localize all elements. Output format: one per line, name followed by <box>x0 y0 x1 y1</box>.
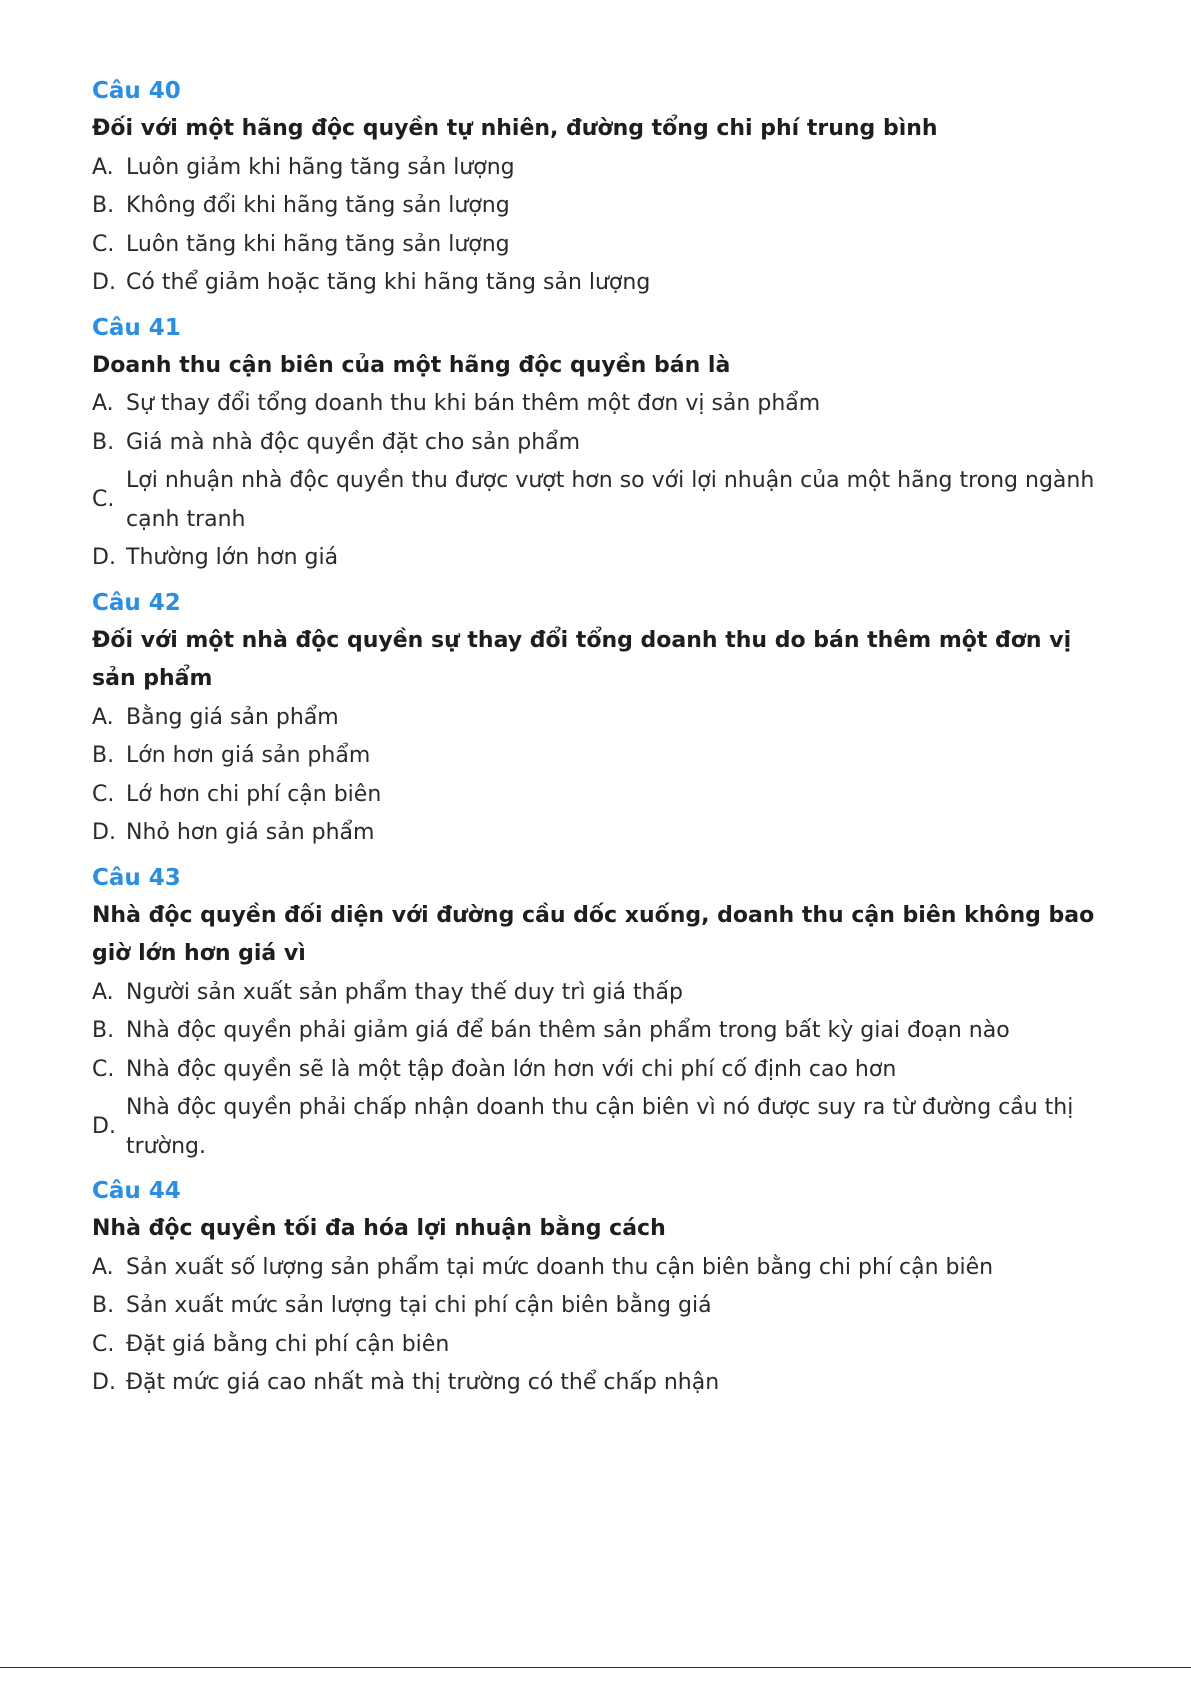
option-a <box>92 1249 1102 1288</box>
question-text: Nhà độc quyền đối diện với đường cầu dốc xuống, doanh thu cận biên không bao giờ lớn hơn giá vì <box>92 902 1095 966</box>
option-text: Sản xuất mức sản lượng tại chi phí cận biên bằng giá <box>126 1293 712 1318</box>
option-text: Nhà độc quyền phải giảm giá để bán thêm sản phẩm trong bất kỳ giai đoạn nào <box>126 1018 1010 1043</box>
option-c <box>92 226 1102 265</box>
option-text: Bằng giá sản phẩm <box>126 704 339 730</box>
option-c <box>92 1051 1102 1090</box>
option-text: Đặt giá bằng chi phí cận biên <box>126 1331 450 1357</box>
option-a <box>92 974 1102 1013</box>
option-text: Thường lớn hơn giá <box>126 545 339 570</box>
option-letter: C. <box>92 231 115 257</box>
option-text: Không đổi khi hãng tăng sản lượng <box>126 193 510 218</box>
question-text: Nhà độc quyền tối đa hóa lợi nhuận bằng cách <box>92 1216 666 1241</box>
option-c <box>92 776 1102 815</box>
option-d <box>92 814 1102 853</box>
option-text: Luôn giảm khi hãng tăng sản lượng <box>126 154 515 180</box>
question-40 <box>92 72 1102 303</box>
option-text: Đặt mức giá cao nhất mà thị trường có thể chấp nhận <box>126 1370 720 1395</box>
option-d <box>92 264 1102 303</box>
option-a <box>92 149 1102 188</box>
option-text: Sự thay đổi tổng doanh thu khi bán thêm một đơn vị sản phẩm <box>126 391 821 416</box>
option-letter: A. <box>92 154 114 180</box>
option-letter: D. <box>92 270 116 295</box>
option-d <box>92 539 1102 578</box>
option-letter: B. <box>92 1018 115 1043</box>
option-letter: D. <box>92 1370 116 1395</box>
question-text: Doanh thu cận biên của một hãng độc quyền bán là <box>92 352 731 378</box>
question-44 <box>92 1172 1102 1403</box>
option-letter: A. <box>92 979 114 1005</box>
option-letter: D. <box>92 1114 116 1140</box>
option-text: Lớ hơn chi phí cận biên <box>126 781 382 807</box>
question-42 <box>92 584 1102 853</box>
option-d <box>92 1089 1102 1166</box>
option-letter: A. <box>92 704 114 730</box>
question-label: Câu 43 <box>92 864 181 891</box>
option-text: Người sản xuất sản phẩm thay thế duy trì giá thấp <box>126 979 683 1005</box>
option-letter: C. <box>92 781 115 807</box>
question-label: Câu 42 <box>92 589 181 616</box>
question-41 <box>92 309 1102 578</box>
question-43 <box>92 859 1102 1167</box>
option-letter: B. <box>92 1293 115 1318</box>
option-text: Sản xuất số lượng sản phẩm tại mức doanh thu cận biên bằng chi phí cận biên <box>126 1254 994 1280</box>
option-text: Có thể giảm hoặc tăng khi hãng tăng sản lượng <box>126 270 651 295</box>
question-label: Câu 41 <box>92 314 181 341</box>
question-text: Đối với một nhà độc quyền sự thay đổi tổng doanh thu do bán thêm một đơn vị sản phẩm <box>92 627 1072 691</box>
option-letter: B. <box>92 743 115 768</box>
question-label: Câu 44 <box>92 1178 181 1204</box>
option-text: Luôn tăng khi hãng tăng sản lượng <box>126 231 510 257</box>
option-d <box>92 1364 1102 1403</box>
option-letter: C. <box>92 1331 115 1357</box>
option-b <box>92 424 1102 463</box>
option-text: Lợi nhuận nhà độc quyền thu được vượt hơn so với lợi nhuận của một hãng trong ngành cạnh tranh <box>126 468 1095 532</box>
option-text: Lớn hơn giá sản phẩm <box>126 743 371 768</box>
option-text: Nhà độc quyền sẽ là một tập đoàn lớn hơn với chi phí cố định cao hơn <box>126 1056 897 1082</box>
option-letter: B. <box>92 429 115 455</box>
quiz-content <box>92 72 1102 1403</box>
option-letter: B. <box>92 193 115 218</box>
option-b <box>92 1012 1102 1051</box>
option-a <box>92 699 1102 738</box>
option-letter: A. <box>92 391 114 416</box>
bottom-divider <box>0 1667 1191 1668</box>
option-letter: D. <box>92 820 116 845</box>
option-b <box>92 187 1102 226</box>
question-text: Đối với một hãng độc quyền tự nhiên, đường tổng chi phí trung bình <box>92 116 938 141</box>
option-letter: A. <box>92 1254 114 1280</box>
option-b <box>92 1287 1102 1326</box>
option-text: Nhà độc quyền phải chấp nhận doanh thu cận biên vì nó được suy ra từ đường cầu thị trường. <box>126 1095 1074 1159</box>
option-text: Nhỏ hơn giá sản phẩm <box>126 820 375 845</box>
option-letter: C. <box>92 487 115 513</box>
option-a <box>92 385 1102 424</box>
option-c <box>92 1326 1102 1365</box>
option-text: Giá mà nhà độc quyền đặt cho sản phẩm <box>126 429 581 455</box>
question-label: Câu 40 <box>92 78 181 104</box>
option-letter: C. <box>92 1056 115 1082</box>
option-b <box>92 737 1102 776</box>
option-letter: D. <box>92 545 116 570</box>
option-c <box>92 462 1102 539</box>
